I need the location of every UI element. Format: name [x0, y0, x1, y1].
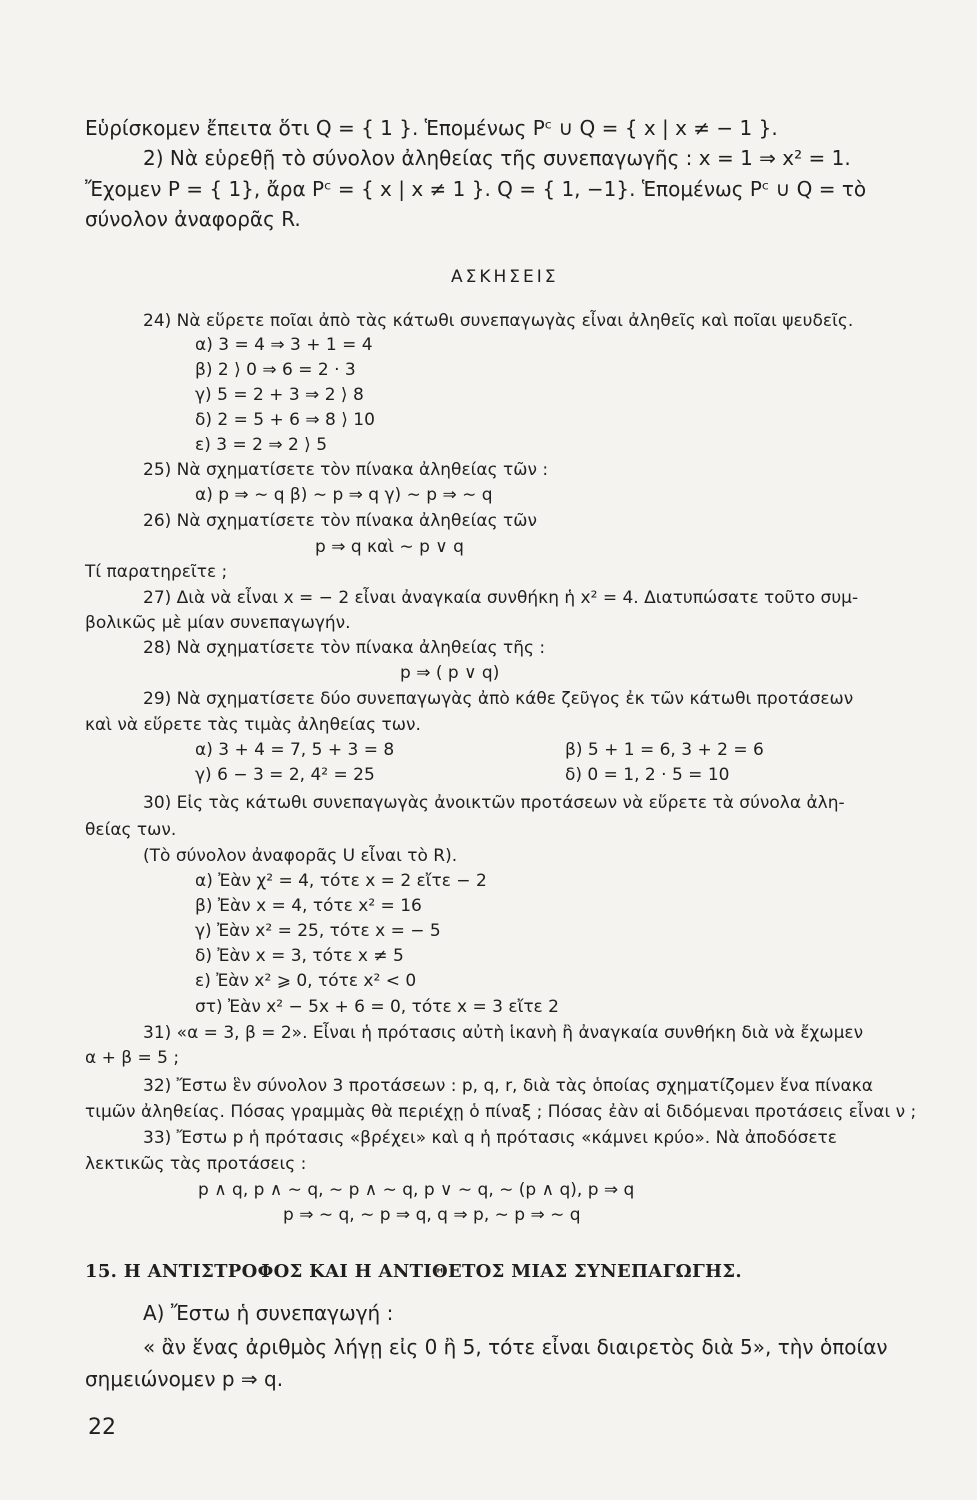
exercise-line: β) 2 ⟩ 0 ⇒ 6 = 2 · 3 — [195, 360, 356, 380]
exercise-line: καὶ νὰ εὕρετε τὰς τιμὰς ἀληθείας των. — [85, 715, 421, 735]
text-line: 2) Νὰ εὑρεθῇ τὸ σύνολον ἀληθείας τῆς συνεπαγωγῆς : x = 1 ⇒ x² = 1. — [143, 146, 851, 170]
exercise-line: δ) 2 = 5 + 6 ⇒ 8 ⟩ 10 — [195, 410, 375, 430]
exercise-line: p ⇒ q καὶ ∼ p ∨ q — [315, 537, 464, 557]
exercise-line: α) p ⇒ ∼ q β) ∼ p ⇒ q γ) ∼ p ⇒ ∼ q — [195, 485, 493, 505]
exercise-line: 30) Εἰς τὰς κάτωθι συνεπαγωγὰς ἀνοικτῶν προτάσεων νὰ εὕρετε τὰ σύνολα ἀλη- — [143, 793, 845, 813]
section-title: ΑΣΚΗΣΕΙΣ — [451, 267, 559, 287]
exercise-line: p ⇒ ∼ q, ∼ p ⇒ q, q ⇒ p, ∼ p ⇒ ∼ q — [283, 1205, 581, 1225]
exercise-line: β) Ἐὰν x = 4, τότε x² = 16 — [195, 896, 422, 916]
exercise-line: ε) 3 = 2 ⇒ 2 ⟩ 5 — [195, 435, 328, 455]
exercise-line: θείας των. — [85, 820, 177, 840]
exercise-line: τιμῶν ἀληθείας. Πόσας γραμμὰς θὰ περιέχῃ ὁ πίναξ ; Πόσας ἐὰν αἱ διδόμεναι προτάσεις εἶναι ν ; — [85, 1102, 917, 1122]
text-line: Α) Ἔστω ἡ συνεπαγωγή : — [143, 1301, 394, 1325]
exercise-line: 25) Νὰ σχηματίσετε τὸν πίνακα ἀληθείας τῶν : — [143, 460, 549, 480]
exercise-line: β) 5 + 1 = 6, 3 + 2 = 6 — [565, 740, 764, 760]
section-heading: 15. Η ΑΝΤΙΣΤΡΟΦΟΣ ΚΑΙ Η ΑΝΤΙΘΕΤΟΣ ΜΙΑΣ ΣΥΝΕΠΑΓΩΓΗΣ. — [85, 1261, 742, 1282]
exercise-line: 31) «α = 3, β = 2». Εἶναι ἡ πρότασις αὐτὴ ἱκανὴ ἢ ἀναγκαία συνθήκη διὰ νὰ ἔχωμεν — [143, 1023, 864, 1043]
exercise-line: λεκτικῶς τὰς προτάσεις : — [85, 1154, 307, 1174]
text-line: « ἂν ἕνας ἀριθμὸς λήγῃ εἰς 0 ἢ 5, τότε εἶναι διαιρετὸς διὰ 5», τὴν ὁποίαν — [143, 1335, 888, 1359]
exercise-line: ε) Ἐὰν x² ⩾ 0, τότε x² < 0 — [195, 971, 417, 991]
exercise-line: 33) Ἔστω p ἡ πρότασις «βρέχει» καὶ q ἡ πρότασις «κάμνει κρύο». Νὰ ἀποδόσετε — [143, 1128, 837, 1148]
text-line: Εὑρίσκομεν ἔπειτα ὅτι Q = { 1 }. Ἑπομένως Pᶜ ∪ Q = { x | x ≠ − 1 }. — [85, 116, 778, 140]
exercise-line: α) Ἐὰν χ² = 4, τότε x = 2 εἴτε − 2 — [195, 871, 487, 891]
exercise-line: γ) 5 = 2 + 3 ⇒ 2 ⟩ 8 — [195, 385, 364, 405]
exercise-line: 24) Νὰ εὕρετε ποῖαι ἀπὸ τὰς κάτωθι συνεπαγωγὰς εἶναι ἀληθεῖς καὶ ποῖαι ψευδεῖς. — [143, 311, 854, 331]
exercise-line: 29) Νὰ σχηματίσετε δύο συνεπαγωγὰς ἀπὸ κάθε ζεῦγος ἐκ τῶν κάτωθι προτάσεων — [143, 689, 854, 709]
page-number: 22 — [88, 1415, 116, 1440]
exercise-line: γ) 6 − 3 = 2, 4² = 25 — [195, 765, 375, 785]
exercise-line: 27) Διὰ νὰ εἶναι x = − 2 εἶναι ἀναγκαία συνθήκη ἡ x² = 4. Διατυπώσατε τοῦτο συμ- — [143, 588, 859, 608]
text-line: Ἔχομεν P = { 1}, ἄρα Pᶜ = { x | x ≠ 1 }. Q = { 1, −1}. Ἑπομένως Pᶜ ∪ Q = τὸ — [85, 177, 867, 201]
exercise-line: α + β = 5 ; — [85, 1048, 180, 1068]
exercise-line: p ∧ q, p ∧ ∼ q, ∼ p ∧ ∼ q, p ∨ ∼ q, ∼ (p ∧ q), p ⇒ q — [198, 1180, 635, 1200]
exercise-line: δ) Ἐὰν x = 3, τότε x ≠ 5 — [195, 946, 404, 966]
exercise-line: α) 3 + 4 = 7, 5 + 3 = 8 — [195, 740, 395, 760]
exercise-line: α) 3 = 4 ⇒ 3 + 1 = 4 — [195, 335, 373, 355]
exercise-line: βολικῶς μὲ μίαν συνεπαγωγήν. — [85, 613, 351, 633]
exercise-line: γ) Ἐὰν x² = 25, τότε x = − 5 — [195, 921, 441, 941]
exercise-line: 26) Νὰ σχηματίσετε τὸν πίνακα ἀληθείας τῶν — [143, 511, 537, 531]
text-line: σημειώνομεν p ⇒ q. — [85, 1367, 284, 1391]
exercise-line: (Τὸ σύνολον ἀναφορᾶς U εἶναι τὸ R). — [143, 846, 458, 866]
exercise-line: δ) 0 = 1, 2 · 5 = 10 — [565, 765, 730, 785]
exercise-line: p ⇒ ( p ∨ q) — [400, 663, 500, 683]
exercise-line: 32) Ἔστω ἓν σύνολον 3 προτάσεων : p, q, r, διὰ τὰς ὁποίας σχηματίζομεν ἕνα πίνακα — [143, 1076, 873, 1096]
exercise-line: 28) Νὰ σχηματίσετε τὸν πίνακα ἀληθείας τῆς : — [143, 638, 546, 658]
exercise-line: στ) Ἐὰν x² − 5x + 6 = 0, τότε x = 3 εἴτε 2 — [195, 997, 559, 1017]
text-line: σύνολον ἀναφορᾶς R. — [85, 207, 301, 231]
exercise-line: Τί παρατηρεῖτε ; — [85, 562, 228, 582]
